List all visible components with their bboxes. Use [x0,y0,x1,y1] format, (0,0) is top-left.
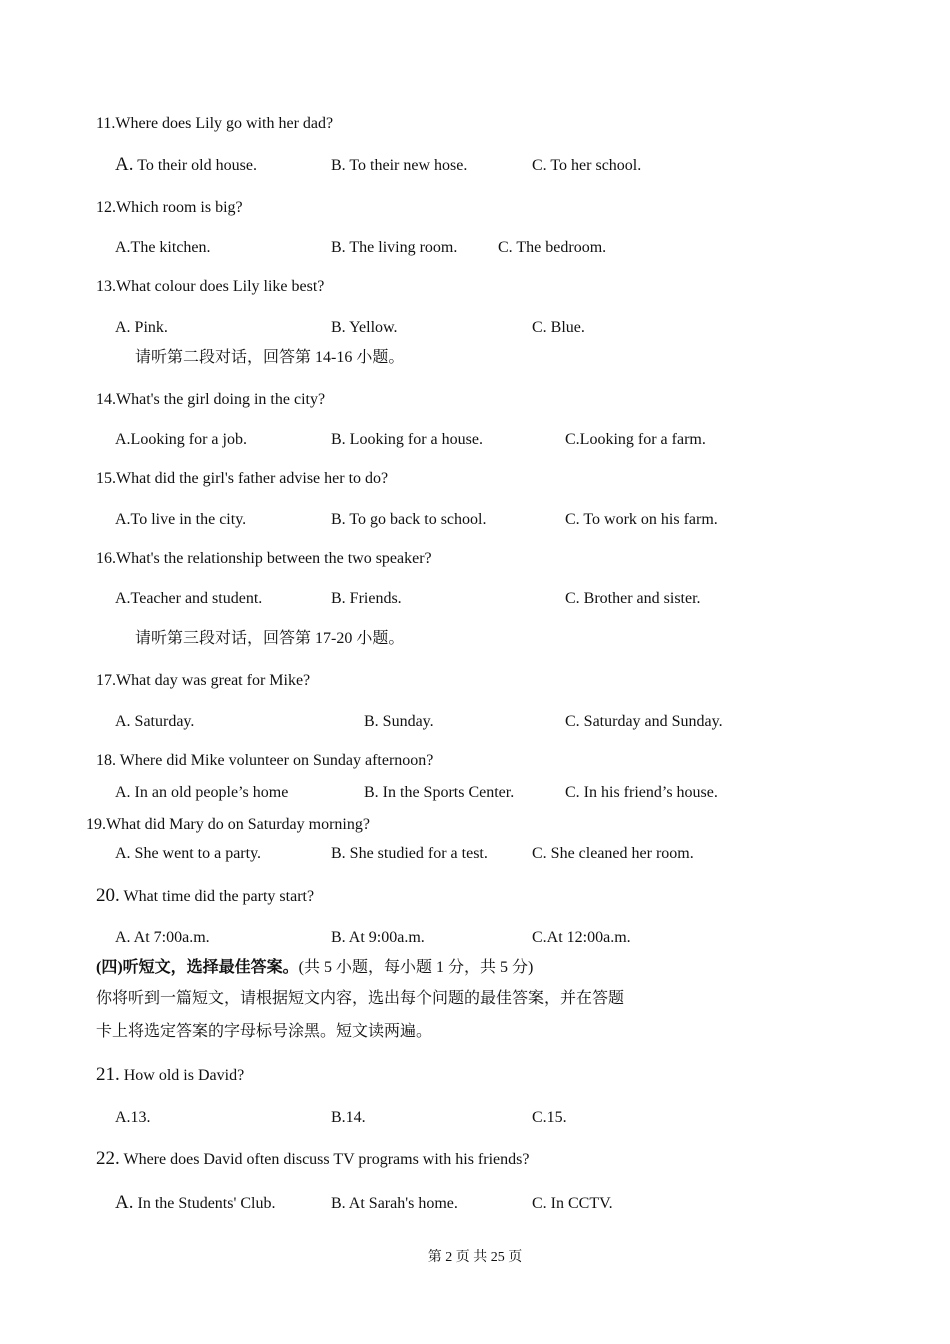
option-22a [115,1193,275,1214]
option-11c: C. To her school. [532,157,642,174]
question-text: How old is David? [119,1067,245,1084]
question-number: 22. [96,1148,120,1169]
option-12b: B. The living room. [331,239,458,256]
option-17a: A. Saturday. [115,713,195,730]
question-21 [96,1065,244,1086]
question-17: 17.What day was great for Mike? [96,672,311,689]
question-13: 13.What colour does Lily like best? [96,278,325,295]
option-13b: B. Yellow. [331,319,398,336]
question-number: 21. [96,1064,120,1085]
option-14a: A.Looking for a job. [115,431,247,448]
option-22b: B. At Sarah's home. [331,1195,458,1212]
question-19: 19.What did Mary do on Saturday morning? [86,816,370,833]
option-letter: A. [115,1192,134,1213]
option-14c: C.Looking for a farm. [565,431,706,448]
option-16b: B. Friends. [331,590,402,607]
option-21c: C.15. [532,1109,567,1126]
option-text: To their old house. [133,157,257,174]
option-15a: A.To live in the city. [115,511,247,528]
question-16: 16.What's the relationship between the two speaker? [96,550,432,567]
instruction-dialogue-2: 请听第二段对话，回答第 14-16 小题。 [135,349,405,366]
question-12: 12.Which room is big? [96,199,243,216]
section-4-description-line-1: 你将听到一篇短文，请根据短文内容，选出每个问题的最佳答案，并在答题 [96,990,625,1007]
section-4-heading [96,958,533,978]
option-21a: A.13. [115,1109,151,1126]
page-footer: 第 2 页 共 25 页 [427,1250,523,1265]
option-20b: B. At 9:00a.m. [331,929,425,946]
option-22c: C. In CCTV. [532,1195,613,1212]
option-18b: B. In the Sports Center. [364,784,515,801]
option-15b: B. To go back to school. [331,511,487,528]
question-text: What time did the party start? [119,888,315,905]
option-14b: B. Looking for a house. [331,431,483,448]
question-15: 15.What did the girl's father advise her to do? [96,470,389,487]
option-18c: C. In his friend’s house. [565,784,718,801]
option-21b: B.14. [331,1109,366,1126]
option-17c: C. Saturday and Sunday. [565,713,723,730]
option-11b: B. To their new hose. [331,157,468,174]
option-20a: A. At 7:00a.m. [115,929,210,946]
section-4-title: (四)听短文，选择最佳答案。 [96,959,299,976]
question-22 [96,1149,529,1170]
option-15c: C. To work on his farm. [565,511,718,528]
question-number: 20. [96,885,120,906]
option-19b: B. She studied for a test. [331,845,488,862]
option-18a: A. In an old people’s home [115,784,289,801]
option-16c: C. Brother and sister. [565,590,701,607]
option-20c: C.At 12:00a.m. [532,929,631,946]
question-18: 18. Where did Mike volunteer on Sunday afternoon? [96,752,434,769]
option-13a: A. Pink. [115,319,168,336]
option-16a: A.Teacher and student. [115,590,263,607]
option-19a: A. She went to a party. [115,845,262,862]
option-13c: C. Blue. [532,319,585,336]
question-11: 11.Where does Lily go with her dad? [96,115,334,132]
instruction-dialogue-3: 请听第三段对话，回答第 17-20 小题。 [135,630,405,647]
option-11a [115,155,257,176]
option-12c: C. The bedroom. [498,239,607,256]
option-19c: C. She cleaned her room. [532,845,694,862]
question-14: 14.What's the girl doing in the city? [96,391,326,408]
section-4-description-line-2: 卡上将选定答案的字母标号涂黑。短文读两遍。 [96,1023,433,1040]
section-4-scoring: (共 5 小题，每小题 1 分，共 5 分) [298,959,534,976]
option-17b: B. Sunday. [364,713,434,730]
option-12a: A.The kitchen. [115,239,211,256]
option-letter: A. [115,154,134,175]
question-20 [96,886,314,907]
question-text: Where does David often discuss TV programs with his friends? [119,1151,530,1168]
option-text: In the Students' Club. [133,1195,276,1212]
